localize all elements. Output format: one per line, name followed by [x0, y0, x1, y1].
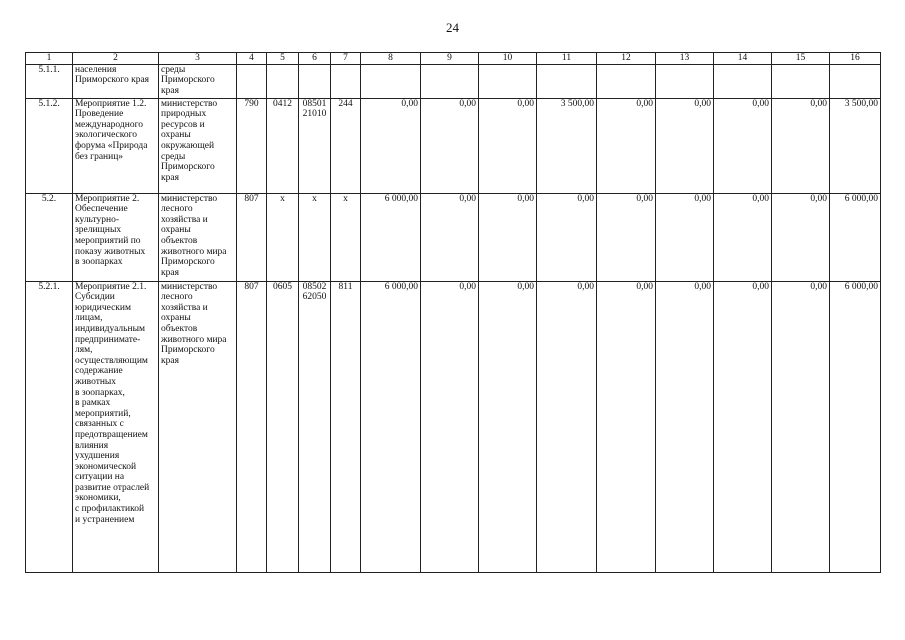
cell-value-col-9: 0,00 [421, 281, 479, 572]
column-header-16: 16 [830, 53, 881, 65]
cell-gr: 807 [237, 193, 267, 281]
cell-value-col-16: 6 000,00 [830, 281, 881, 572]
column-header-12: 12 [597, 53, 656, 65]
cell-value-col-11: 3 500,00 [537, 98, 597, 193]
cell-value-col-9: 0,00 [421, 98, 479, 193]
table-row [26, 281, 881, 572]
cell-value-col-10: 0,00 [479, 281, 537, 572]
column-header-6: 6 [299, 53, 331, 65]
table-row [26, 193, 881, 281]
cell-target: 08501 21010 [299, 98, 331, 193]
table-row [26, 98, 881, 193]
cell-expense-type: x [331, 193, 361, 281]
cell-expense-type: 811 [331, 281, 361, 572]
cell-executor: среды Приморского края [159, 64, 237, 98]
column-header-8: 8 [361, 53, 421, 65]
column-header-7: 7 [331, 53, 361, 65]
cell-value-col-13: 0,00 [656, 98, 714, 193]
cell-gr [237, 64, 267, 98]
cell-value-col-10: 0,00 [479, 193, 537, 281]
cell-value-col-14: 0,00 [714, 98, 772, 193]
cell-value-col-8 [361, 64, 421, 98]
column-header-4: 4 [237, 53, 267, 65]
cell-value-col-15 [772, 64, 830, 98]
cell-target: 08502 62050 [299, 281, 331, 572]
cell-name: Мероприятие 2.1. Субсидии юридическим лицам, индивидуальным предпринимате- лям, осуществляющим содержание животных в зоопарках, в рамках мероприятий, связанных с предотвращением влияния ухудшения экономической ситуации на развитие отраслей экономики, с профилактикой и устранением [73, 281, 159, 572]
cell-target [299, 64, 331, 98]
cell-value-col-12: 0,00 [597, 281, 656, 572]
cell-value-col-14: 0,00 [714, 281, 772, 572]
column-header-3: 3 [159, 53, 237, 65]
cell-code: 5.2. [26, 193, 73, 281]
column-header-14: 14 [714, 53, 772, 65]
column-header-9: 9 [421, 53, 479, 65]
cell-executor: министерство природных ресурсов и охраны окружающей среды Приморского края [159, 98, 237, 193]
header-row [26, 53, 881, 65]
column-header-10: 10 [479, 53, 537, 65]
cell-gr: 807 [237, 281, 267, 572]
cell-expense-type: 244 [331, 98, 361, 193]
cell-code: 5.1.1. [26, 64, 73, 98]
cell-value-col-10 [479, 64, 537, 98]
cell-executor: министерство лесного хозяйства и охраны объектов животного мира Приморского края [159, 281, 237, 572]
cell-value-col-15: 0,00 [772, 281, 830, 572]
cell-value-col-14: 0,00 [714, 193, 772, 281]
cell-code: 5.2.1. [26, 281, 73, 572]
cell-value-col-15: 0,00 [772, 193, 830, 281]
cell-value-col-10: 0,00 [479, 98, 537, 193]
page-number: 24 [446, 20, 459, 35]
cell-value-col-12: 0,00 [597, 193, 656, 281]
table-row [26, 64, 881, 98]
cell-section: x [267, 193, 299, 281]
column-header-15: 15 [772, 53, 830, 65]
cell-value-col-9: 0,00 [421, 193, 479, 281]
cell-value-col-13 [656, 64, 714, 98]
cell-name: населения Приморского края [73, 64, 159, 98]
cell-value-col-11: 0,00 [537, 193, 597, 281]
cell-section: 0605 [267, 281, 299, 572]
cell-value-col-13: 0,00 [656, 281, 714, 572]
cell-value-col-12 [597, 64, 656, 98]
cell-target: x [299, 193, 331, 281]
budget-table [25, 52, 881, 573]
cell-value-col-9 [421, 64, 479, 98]
column-header-11: 11 [537, 53, 597, 65]
cell-section: 0412 [267, 98, 299, 193]
cell-value-col-11: 0,00 [537, 281, 597, 572]
cell-name: Мероприятие 1.2. Проведение международного экологического форума «Природа без границ» [73, 98, 159, 193]
cell-value-col-11 [537, 64, 597, 98]
cell-value-col-8: 6 000,00 [361, 193, 421, 281]
column-header-1: 1 [26, 53, 73, 65]
cell-name: Мероприятие 2. Обеспечение культурно- зрелищных мероприятий по показу животных в зоопарках [73, 193, 159, 281]
cell-value-col-8: 6 000,00 [361, 281, 421, 572]
cell-value-col-12: 0,00 [597, 98, 656, 193]
column-header-13: 13 [656, 53, 714, 65]
cell-executor: министерство лесного хозяйства и охраны объектов животного мира Приморского края [159, 193, 237, 281]
column-header-2: 2 [73, 53, 159, 65]
table-body [26, 53, 881, 573]
cell-value-col-16: 6 000,00 [830, 193, 881, 281]
cell-section [267, 64, 299, 98]
cell-value-col-8: 0,00 [361, 98, 421, 193]
cell-code: 5.1.2. [26, 98, 73, 193]
cell-expense-type [331, 64, 361, 98]
cell-value-col-15: 0,00 [772, 98, 830, 193]
cell-value-col-14 [714, 64, 772, 98]
cell-value-col-13: 0,00 [656, 193, 714, 281]
cell-value-col-16 [830, 64, 881, 98]
cell-gr: 790 [237, 98, 267, 193]
column-header-5: 5 [267, 53, 299, 65]
cell-value-col-16: 3 500,00 [830, 98, 881, 193]
